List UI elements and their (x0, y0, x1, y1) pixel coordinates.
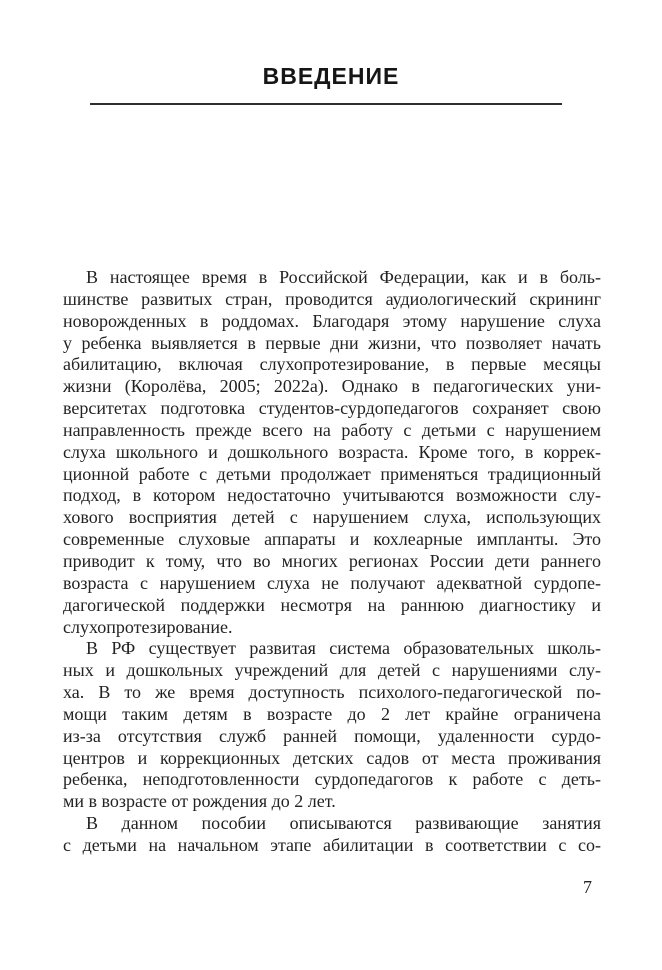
paragraph (63, 267, 601, 638)
text-line: из-за отсутствия служб ранней помощи, удаленности сурдо- (63, 725, 601, 746)
title-divider-rule (90, 103, 562, 105)
text-line: современные слуховые аппараты и кохлеарные импланты. Это (63, 529, 601, 550)
paragraph (63, 813, 601, 857)
text-line: направленность прежде всего на работу с детьми с нарушением (63, 419, 601, 440)
text-line: ми в возрасте от рождения до 2 лет. (63, 791, 336, 812)
text-line: жизни (Королёва, 2005; 2022а). Однако в педагогических уни- (63, 376, 601, 397)
text-line: верситетах подготовка студентов-сурдопедагогов сохраняет свою (63, 398, 601, 419)
text-line: мощи таким детям в возрасте до 2 лет крайне ограничена (63, 703, 601, 724)
page-number: 7 (583, 877, 592, 897)
chapter-title: ВВЕДЕНИЕ (262, 63, 400, 89)
text-line: В данном пособии описываются развивающие занятия (86, 813, 601, 834)
text-line: дагогической поддержки несмотря на раннюю диагностику и (63, 594, 601, 615)
text-line: подход, в котором недостаточно учитываются возможности слу- (63, 485, 601, 506)
text-line: ных и дошкольных учреждений для детей с нарушениями слу- (63, 660, 601, 681)
text-line: ционной работе с детьми продолжает применяться традиционный (63, 463, 601, 484)
text-line: В РФ существует развитая система образовательных школь- (86, 638, 601, 659)
text-line: у ребенка выявляется в первые дни жизни, что позволяет начать (63, 332, 601, 353)
text-line: приводит к тому, что во многих регионах России дети раннего (63, 550, 601, 571)
text-line: абилитацию, включая слухопротезирование, в первые месяцы (63, 354, 601, 375)
text-line: шинстве развитых стран, проводится аудиологический скрининг (63, 288, 601, 309)
text-line: с детьми на начальном этапе абилитации в соответствии с со- (63, 834, 601, 855)
text-line: слухопротезирование. (63, 616, 233, 637)
text-line: ребенка, неподготовленности сурдопедагогов к работе с деть- (63, 769, 601, 790)
text-line: новорожденных в роддомах. Благодаря этому нарушение слуха (63, 310, 601, 331)
text-line: слуха школьного и дошкольного возраста. Кроме того, в коррек- (63, 441, 601, 462)
text-line: В настоящее время в Российской Федерации, как и в боль- (86, 267, 601, 287)
text-line: хового восприятия детей с нарушением слуха, использующих (63, 507, 601, 528)
text-line: возраста с нарушением слуха не получают адекватной сурдопе- (63, 572, 601, 593)
text-line: центров и коррекционных детских садов от места проживания (63, 747, 601, 768)
body-text (63, 267, 601, 857)
text-line: ха. В то же время доступность психолого-педагогической по- (63, 682, 601, 703)
paragraph (63, 638, 601, 813)
